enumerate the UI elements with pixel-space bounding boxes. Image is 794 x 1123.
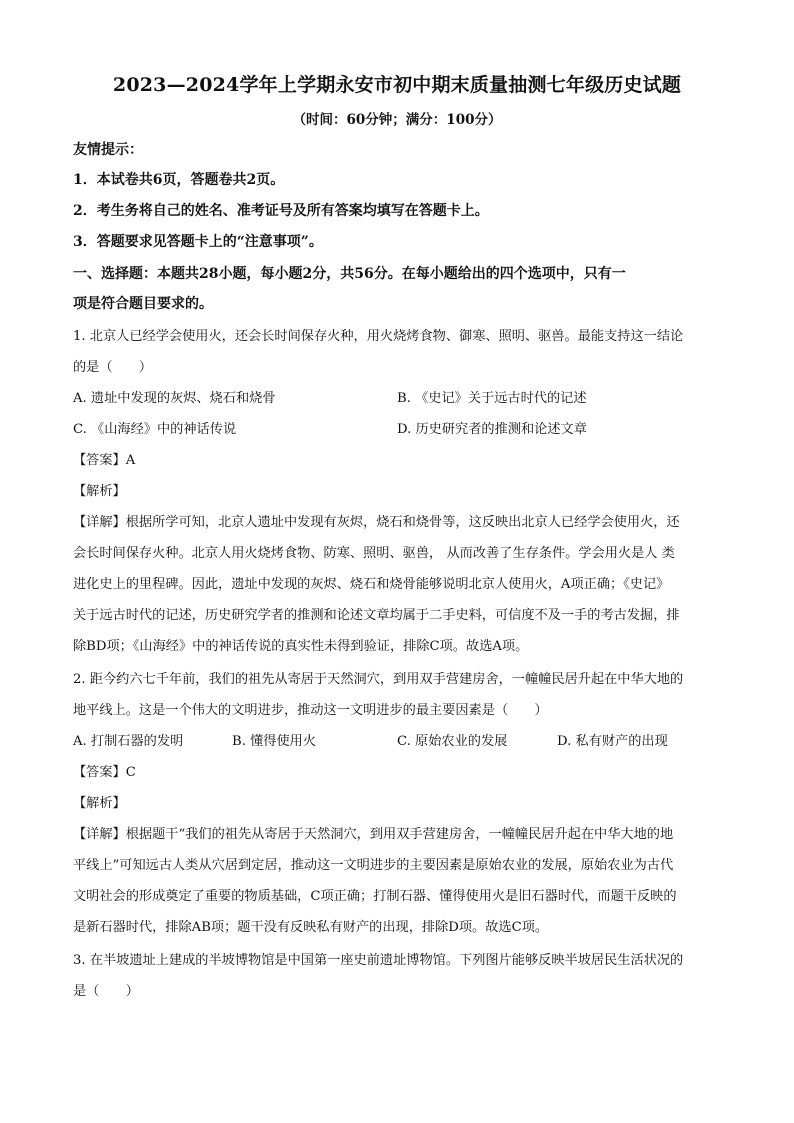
q2-stem: 2. 距今约六七千年前，我们的祖先从寄居于天然洞穴，到用双手营建房舍，一幢幢民居升起在中华大地的 <box>73 672 684 687</box>
notice-item: 1．本试卷共6页，答题卷共2页。 <box>73 172 285 188</box>
q2-option-a: A. 打制石器的发明 <box>73 734 184 749</box>
q1-answer: 【答案】A <box>73 453 136 468</box>
q2-analysis-label: 【解析】 <box>73 796 126 811</box>
exam-time-score: （时间：60分钟；满分：100分） <box>292 112 502 128</box>
q3-stem: 3. 在半坡遗址上建成的半坡博物馆是中国第一座史前遗址博物馆。下列图片能够反映半坡居民生活状况的 <box>73 953 684 968</box>
q2-stem-cont: 地平线上。这是一个伟大的文明进步，推动这一文明进步的最主要因素是（ ） <box>73 703 548 718</box>
notice-heading: 友情提示： <box>73 142 143 158</box>
section-heading: 一、选择题：本题共28小题，每小题2分，共56分。在每小题给出的四个选项中，只有一 <box>73 266 626 282</box>
q1-option-a: A. 遗址中发现的灰烬、烧石和烧骨 <box>73 391 276 406</box>
q1-detail-line: 进化史上的里程碑。因此，遗址中发现的灰烬、烧石和烧骨能够说明北京人使用火，A项正确；《史记》 <box>73 577 670 592</box>
q2-detail-line: 文明社会的形成奠定了重要的物质基础，C项正确；打制石器、懂得使用火是旧石器时代，而题干反映的 <box>73 889 677 904</box>
q2-detail-line: 是新石器时代，排除AB项；题干没有反映私有财产的出现，排除D项。故选C项。 <box>73 920 549 935</box>
q1-stem: 1. 北京人已经学会使用火，还会长时间保存火种，用火烧烤食物、御寒、照明、驱兽。最能支持这一结论 <box>73 329 684 344</box>
q1-option-d: D. 历史研究者的推测和论述文章 <box>397 422 587 437</box>
page-title: 2023—2024学年上学期永安市初中期末质量抽测七年级历史试题 <box>112 74 682 96</box>
q2-option-c: C. 原始农业的发展 <box>397 734 508 749</box>
notice-item: 2．考生务将自己的姓名、准考证号及所有答案均填写在答题卡上。 <box>73 203 489 219</box>
q2-detail-line: 【详解】根据题干“我们的祖先从寄居于天然洞穴，到用双手营建房舍，一幢幢民居升起在中华大地的地 <box>73 827 674 842</box>
notice-item: 3．答题要求见答题卡上的“注意事项”。 <box>73 234 323 250</box>
q1-detail-line: 关于远古时代的记述，历史研究学者的推测和论述文章均属于二手史料，可信度不及一手的考古发掘，排 <box>73 608 680 623</box>
q1-stem-cont: 的是（ ） <box>73 360 153 375</box>
q2-answer: 【答案】C <box>73 765 136 780</box>
q1-detail-line: 会长时间保存火种。北京人用火烧烤食物、防寒、照明、驱兽， 从而改善了生存条件。学会用火是人 类 <box>73 546 675 561</box>
q2-option-d: D. 私有财产的出现 <box>557 734 668 749</box>
q2-option-b: B. 懂得使用火 <box>232 734 317 749</box>
q3-stem-cont: 是（ ） <box>73 984 139 999</box>
section-heading-cont: 项是符合题目要求的。 <box>73 296 213 312</box>
q2-detail-line: 平线上”可知远古人类从穴居到定居，推动这一文明进步的主要因素是原始农业的发展，原始农业为古代 <box>73 858 674 873</box>
q1-detail-line: 除BD项；《山海经》中的神话传说的真实性未得到验证，排除C项。故选A项。 <box>73 639 529 654</box>
q1-option-b: B. 《史记》关于远古时代的记述 <box>397 391 587 406</box>
q1-analysis-label: 【解析】 <box>73 484 126 499</box>
q1-detail-line: 【详解】根据所学可知，北京人遗址中发现有灰烬，烧石和烧骨等，这反映出北京人已经学会使用火，还 <box>73 515 680 530</box>
q1-option-c: C. 《山海经》中的神话传说 <box>73 422 237 437</box>
